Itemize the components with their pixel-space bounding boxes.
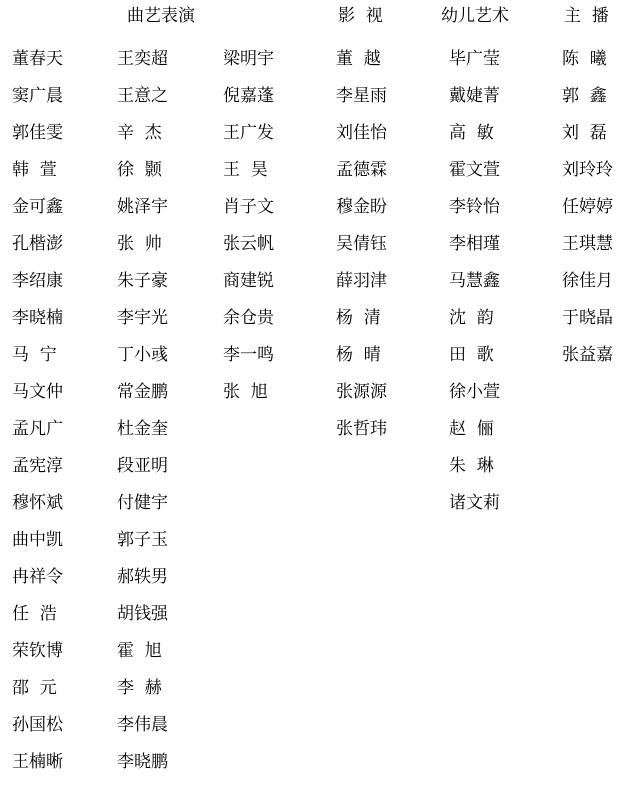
name-item: 诸文莉 [449,493,500,513]
name-item: 肖子文 [223,197,274,217]
name-item: 段亚明 [117,456,168,476]
name-item: 郭子玉 [117,530,168,550]
name-item: 李绍康 [12,271,63,291]
name-item: 马 宁 [12,345,57,365]
column-yingshi [336,46,387,453]
name-item: 高 敏 [449,123,494,143]
name-item: 李晓鹏 [117,752,168,772]
name-item: 李宇光 [117,308,168,328]
header-quyi: 曲艺表演 [127,6,195,26]
name-item: 霍 旭 [117,641,162,661]
name-item: 朱 琳 [449,456,494,476]
name-item: 孙国松 [12,715,63,735]
name-item: 孟德霖 [336,160,387,180]
name-item: 李 赫 [117,678,162,698]
name-item: 李伟晨 [117,715,168,735]
name-item: 李一鸣 [223,345,274,365]
column-zhubo [562,46,613,379]
name-item: 张 旭 [223,382,268,402]
column-quyi-3 [223,46,274,416]
name-item: 穆怀斌 [12,493,63,513]
name-item: 王广发 [223,123,274,143]
name-item: 梁明宇 [223,49,274,69]
name-item: 杜金奎 [117,419,168,439]
name-item: 王琪慧 [562,234,613,254]
column-quyi-2 [117,46,168,786]
name-item: 冉祥令 [12,567,63,587]
name-item: 张哲玮 [336,419,387,439]
name-item: 商建锐 [223,271,274,291]
name-item: 李相瑾 [449,234,500,254]
name-item: 刘佳怡 [336,123,387,143]
name-item: 张益嘉 [562,345,613,365]
name-item: 徐小萱 [449,382,500,402]
name-item: 张源源 [336,382,387,402]
name-item: 杨 晴 [336,345,381,365]
name-item: 曲中凯 [12,530,63,550]
name-item: 窦广晨 [12,86,63,106]
name-item: 刘玲玲 [562,160,613,180]
name-item: 薛羽津 [336,271,387,291]
name-item: 姚泽宇 [117,197,168,217]
name-item: 倪嘉蓬 [223,86,274,106]
column-quyi-1 [12,46,63,786]
name-item: 任婷婷 [562,197,613,217]
name-item: 董 越 [336,49,381,69]
column-youer [449,46,500,527]
name-item: 孔楷澎 [12,234,63,254]
name-item: 邵 元 [12,678,57,698]
name-item: 王意之 [117,86,168,106]
name-item: 胡钱强 [117,604,168,624]
name-item: 陈 曦 [562,49,607,69]
name-item: 戴婕菁 [449,86,500,106]
name-item: 毕广莹 [449,49,500,69]
name-item: 荣钦博 [12,641,63,661]
name-item: 杨 清 [336,308,381,328]
name-item: 马慧鑫 [449,271,500,291]
name-item: 刘 磊 [562,123,607,143]
header-youer: 幼儿艺术 [441,6,509,26]
name-item: 田 歌 [449,345,494,365]
name-item: 赵 俪 [449,419,494,439]
name-item: 马文仲 [12,382,63,402]
name-item: 余仓贵 [223,308,274,328]
name-item: 李星雨 [336,86,387,106]
name-item: 孟凡广 [12,419,63,439]
header-yingshi: 影 视 [338,6,383,26]
name-item: 霍文萱 [449,160,500,180]
name-item: 张 帅 [117,234,162,254]
name-item: 徐 颢 [117,160,162,180]
name-item: 郝轶男 [117,567,168,587]
name-item: 于晓晶 [562,308,613,328]
name-item: 郭佳雯 [12,123,63,143]
name-item: 徐佳月 [562,271,613,291]
name-item: 任 浩 [12,604,57,624]
name-item: 吴倩钰 [336,234,387,254]
name-item: 付健宇 [117,493,168,513]
name-item: 李晓楠 [12,308,63,328]
header-zhubo: 主 播 [564,6,609,26]
name-item: 王楠晰 [12,752,63,772]
name-item: 张云帆 [223,234,274,254]
name-item: 李铃怡 [449,197,500,217]
name-item: 辛 杰 [117,123,162,143]
name-item: 郭 鑫 [562,86,607,106]
name-item: 韩 萱 [12,160,57,180]
name-item: 孟宪淳 [12,456,63,476]
name-item: 穆金盼 [336,197,387,217]
name-item: 丁小彧 [117,345,168,365]
name-item: 朱子豪 [117,271,168,291]
name-item: 沈 韵 [449,308,494,328]
name-item: 董春天 [12,49,63,69]
name-item: 常金鹏 [117,382,168,402]
name-item: 王奕超 [117,49,168,69]
name-item: 金可鑫 [12,197,63,217]
name-item: 王 昊 [223,160,268,180]
